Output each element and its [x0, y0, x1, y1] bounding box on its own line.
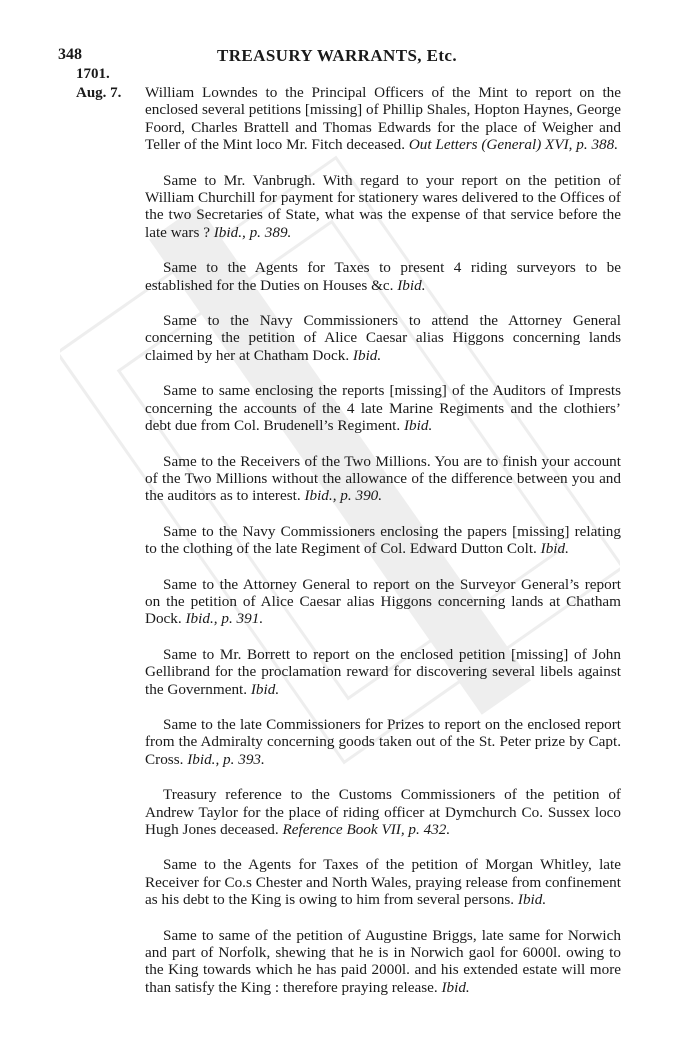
- entry-paragraph: [145, 576, 621, 628]
- entry-reference: Ibid.: [517, 891, 547, 909]
- entry-text: Same to same enclosing the reports [missing] of the Auditors of Imprests concerning the accounts of the 4 late Marine Regiments and the clothiers’ debt due from Col. Brudenell’s Regiment.: [145, 382, 621, 435]
- entry-text: Same to Mr. Borrett to report on the enclosed petition [missing] of John Gellibrand for the proclamation reward for discovering several libels against the Government.: [145, 645, 621, 698]
- entry-paragraph: [145, 716, 621, 768]
- running-title: TREASURY WARRANTS, Etc.: [216, 46, 458, 65]
- entry-paragraph: [145, 259, 621, 294]
- entry-paragraph: [145, 523, 621, 558]
- margin-date: Aug. 7.: [76, 85, 122, 101]
- entry-paragraph: [145, 382, 621, 434]
- page-number: 348: [58, 46, 82, 63]
- entry-reference: Ibid., p. 391.: [185, 610, 264, 628]
- entry-text: Treasury reference to the Customs Commissioners of the petition of Andrew Taylor for the place of riding officer at Dymchurch Co. Sussex loco Hugh Jones deceased.: [145, 786, 621, 838]
- entry-reference: Ibid.: [250, 680, 280, 698]
- entry-reference: Ibid.: [352, 346, 382, 364]
- entry-reference: Ibid., p. 389.: [213, 223, 292, 241]
- entry-reference: Ibid., p. 390.: [304, 487, 383, 505]
- entry-text: Same to same of the petition of Augustine Briggs, late same for Norwich and part of Norfolk, shewing that he is in Norwich gaol for 6000l. owing to the King towards which he has paid 2000l. and his extended estate will more than satisfy the King : therefore praying release.: [145, 926, 621, 996]
- entry-reference: Ibid.: [404, 417, 433, 435]
- entry-paragraph: [145, 172, 621, 242]
- entry-paragraph: [145, 312, 621, 364]
- margin-year: 1701.: [76, 66, 110, 82]
- entry-reference: Ibid., p. 393.: [187, 750, 265, 768]
- entry-reference: Reference Book VII, p. 432.: [282, 821, 451, 838]
- entry-text: Same to the Navy Commissioners to attend the Attorney General concerning the petition of Alice Caesar alias Higgons concerning lands claimed by her at Chatham Dock.: [145, 312, 621, 364]
- entry-reference: Ibid.: [441, 978, 470, 996]
- entry-paragraph: [145, 927, 621, 997]
- entry-text: Same to the Agents for Taxes of the petition of Morgan Whitley, late Receiver for Co.s Chester and North Wales, praying release from confinement as his debt to the King is owing to him from several persons.: [145, 856, 621, 909]
- entry-paragraph: [145, 856, 621, 908]
- entry-reference: Out Letters (General) XVI, p. 388.: [408, 136, 619, 154]
- entry-paragraph: [145, 453, 621, 505]
- entry-paragraph: [145, 646, 621, 698]
- entry-paragraph: [145, 84, 621, 154]
- entry-text: Same to the late Commissioners for Prizes to report on the enclosed report from the Admiralty concerning goods taken out of the St. Peter prize by Capt. Cross.: [145, 715, 621, 768]
- entry-paragraph: [145, 786, 621, 838]
- entry-text: Same to Mr. Vanbrugh. With regard to your report on the petition of William Churchill for payment for stationery wares delivered to the Offices of the two Secretaries of State, what was the expense of that service before the late wars ?: [145, 171, 621, 241]
- entry-reference: Ibid.: [540, 540, 569, 558]
- entries-body: [145, 84, 621, 1014]
- entry-reference: Ibid.: [397, 276, 426, 294]
- entry-text: Same to the Attorney General to report on the Surveyor General’s report on the petition of Alice Caesar alias Higgons concerning lands at Chatham Dock.: [145, 575, 621, 628]
- entry-text: Same to the Agents for Taxes to present 4 riding surveyors to be established for the Duties on Houses &c.: [145, 259, 621, 294]
- entry-text: William Lowndes to the Principal Officers of the Mint to report on the enclosed several petitions [missing] of Phillip Shales, Hopton Haynes, George Foord, Charles Brattell and Thomas Edwards for the place of Weigher and Teller of the Mint loco Mr. Fitch deceased.: [145, 84, 621, 154]
- entry-text: Same to the Receivers of the Two Millions. You are to finish your account of the Two Millions without the allowance of the difference between you and the auditors as to interest.: [145, 452, 621, 505]
- entry-text: Same to the Navy Commissioners enclosing the papers [missing] relating to the clothing of the late Regiment of Col. Edward Dutton Colt.: [145, 522, 621, 558]
